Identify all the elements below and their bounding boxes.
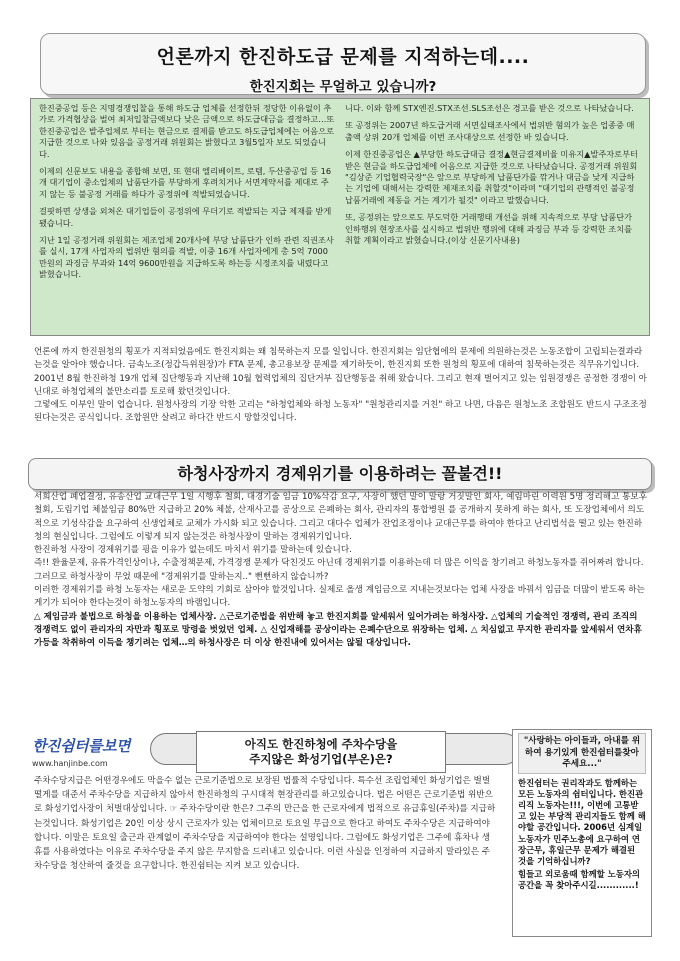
appeal-paragraph: 힘들고 외로움때 함께할 노동자의 공간을 꼭 찾아주시길............! xyxy=(518,869,641,891)
news-column-left xyxy=(39,103,335,331)
headline-title: 언론까지 한진하도급 문제를 지적하는데.... xyxy=(156,46,530,68)
body-paragraph: 주차수당지급은 어떤경우에도 막을수 없는 근로기준법으로 보장된 법률적 수당입니다. 특수선 조립업체인 화성기업은 벌벌 떨게를 대준서 주차수당을 지급하지 않아서 한진하청의 구시대적 현장관리를 하고있습니다. 법은 어떤은 근로기준법 위반으로 화성기업사장이 처벌대상입니다. ☞ 주차수당이란 한은? 그주의 만근을 한 근로자에게 법적으로 유급휴일(주차)를 지급하는것입니다. 화성기업은 20인 이상 상시 근로자가 있는 업체이므로 토요일 무급으로 한다고 하여도 주차수당은 지급하여야 합니다. 이말은 토요일 출근과 관계없이 주차수당을 지급하여야 한다는 설명입니다. 그럼에도 화성기업은 그주에 휴차나 생휴를 사용하였다는 이유로 주차수당을 주지 않은 무지함을 드러내고 있습니다. 이런 사실을 인정하여 지급하지 말라있은 주차수당을 청산하여 줄것을 요구합니다. 한진쉼터는 지켜 보고 있습니다. xyxy=(34,776,496,872)
body-paragraph-bold: △ 제임금과 불법으로 하청을 이용하는 업체사장. △근로기준법을 위반해 놓고 한진지회를 알세워서 잎어가려는 하청사장. △업체의 기술적인 경쟁력, 관리 조직의 경쟁력도 없이 관리자의 자만과 횡포로 망령을 벗었던 업체. △ 신업재해를 공상이라는 은폐수단으로 위장하는 업체. △ 치심없고 무지한 관리자를 앞세워서 연차휴가등을 착취하여 이득을 챙기려는 업체…의 하청사장은 더 이상 한진내에 있어서는 않될 대상입니다. xyxy=(34,611,642,649)
news-column-right xyxy=(345,103,641,331)
body-paragraph: 즉!! 환율문제, 유류가격인상이나, 수출정책문제, 가격경쟁 문제가 닥친것도 아닌데 경제위기를 이용하는데 더 많은 이익을 창기려고 하청노동자를 쥐어짜려 합니다. 그러므로 하청사장이 무었 때문에 "경제위기를 말하는지.." 뻔뻔하지 않습니까? xyxy=(34,558,644,582)
section-title-line: 아직도 한진하청에 주차수당을 xyxy=(244,737,398,751)
commentary-text xyxy=(34,346,648,426)
body-paragraph: 이러한 경제위기를 하청 노동자는 새로운 도약의 기회로 삼아야 할것입니다. 실제로 올생 계임금으로 지내는것보다는 업체 사장을 바꿔서 임금을 더많이 받도록 하는게기가 되어야 한다는것이 하청노동자의 바램입니다. xyxy=(34,585,645,609)
news-paragraph: 걸핏하면 상생을 외쳐온 대기업들이 공정위에 무더기로 적발되는 지급 제재를 받게 됐습니다. xyxy=(39,206,332,228)
news-paragraph: 한진중공업 등은 지명경쟁입찰을 통해 하도급 업체를 선정한뒤 정당한 이유없이 추가로 가격협상을 벌여 최저입찰금액보다 낮은 금액으로 하도급대금을 결정하고…또 한진중공업은 발주업체로 부터는 현금으로 결제를 받고도 하도급업체에는 어음으로 지급한 것으로 나와 있음을 공정거래 위원회는 밝혔다고 3월5일자 보도 되었습니다. xyxy=(39,103,335,159)
news-paragraph: 이제의 신문보도 내용을 종합해 보면, 또 현대 엘리베이트, 로템, 두산중공업 등 16개 대기업이 중소업체의 납품단가를 부당하게 후려치거나 서면계약서를 제대로 주지 않는 등 불공정 거래를 하다가 공정위에 적발되었습니다. xyxy=(39,166,332,199)
section-heading-economic-crisis: 하청사장까지 경제위기를 이용하려는 꼴불견!! xyxy=(28,458,652,490)
appeal-paragraph: 한진쉼터는 권리작과도 함께하는 모든 노동자의 쉼터입니다. 한진관리직 노동자는!!!, 이번에 고통받고 있는 부당적 관리지들도 함께 해야할 공간입니다. 2006년 심계일 노동자가 민주노총에 요구하여 연장근무, 휴일근무 문제가 해결된 것을 기억하십니까? xyxy=(518,777,646,866)
commentary-paragraph: 언론에 까지 한진원청의 횡포가 지적되었음에도 한진지회는 왜 침묵하는지 모를 일입니다. 한진지회는 임단협에의 문제에 의원하는것은 노동조합이 고립되는결과라는것을 알아야 했습니다. 금속노조(정갑득위원장)가 FTA 문제, 총고용보장 문제를 제기하듯이, 한진지회 또한 원청의 횡포에 대하여 침묵하는것은 직무유기입니다. xyxy=(34,347,643,371)
news-paragraph: 또, 공정위는 앞으로도 부도덕한 거래행태 개선을 위해 지속적으로 부당 납품단가 인하행위 현장조사를 실시하고 법위반 행위에 대해 과징금 부과 등 강력한 조치를 취할 계획이라고 밝혔습니다.(이상 신문기사내용) xyxy=(345,212,633,246)
logo-name: 한진쉼터를보면 xyxy=(32,737,130,755)
weekly-allowance-text xyxy=(34,774,498,873)
appeal-heading: "사랑하는 아이들과, 아내를 위하여 용기있게 한진쉼터를찾아주세요..." xyxy=(518,733,646,774)
news-paragraph: 니다. 이와 함께 STX엔진.STX조선.SLS조선은 경고를 받은 것으로 나타났습니다. xyxy=(345,103,634,113)
body-paragraph: 한진하청 사장이 경제위기를 핑을 이유가 없는데도 마치서 위기를 말하는데 있습니다. xyxy=(34,545,352,556)
news-paragraph: 이제 한진중공업은 ▲부당한 하도급대금 결정▲현금결제비율 미유지▲발주자로부터 받은 현금을 하도급업체에 어음으로 지급한 것으로 나타났습니다. 공정거래 위원회 "김상준 기업협력국장"은 앞으로 부당하게 납품단가를 깎거나 대금을 낮게 지급하는 기업에 대해서는 강력한 제재조치를 취할것"이라며 "대기업의 관행적인 불공정 납품거래에 제동을 거는 계기가 될것" 이라고 말했습니다. xyxy=(345,149,638,205)
news-paragraph: 지난 1일 공정거래 위원회는 제조업체 20개사에 부당 납품단가 인하 관련 직권조사를 실시, 17개 사업자의 법위반 혐의를 적발, 이중 16개 사업자에게 총 5억 7000만원의 과징금 부과와 14억 9600만원을 지급하도록 하는등 시정조치를 내렸다고 밝혔습니다. xyxy=(39,235,334,280)
headline-box xyxy=(40,33,646,95)
shelter-appeal-box xyxy=(512,729,652,937)
commentary-paragraph: 2001년 8월 한진하청 19개 업체 집단행동과 지난해 10월 협력업체의 집단거부 집단행동을 취해 왔습니다. 그리고 현재 벌어지고 있는 임원경쟁은 공정한 경쟁이 아닌대로 하청업체의 불만소리를 토로해 왔던것입니다. xyxy=(34,373,647,397)
news-article-box xyxy=(30,98,650,336)
section-heading-weekly-allowance xyxy=(196,731,446,773)
section-title-line: 주지않은 화성기업(부온)은? xyxy=(249,752,393,766)
headline-subtitle: 한진지회는 무얼하고 있습니까? xyxy=(249,79,437,95)
logo-url: www.hanjinbe.com xyxy=(32,759,108,768)
body-paragraph: 서희산업 폐업결정, 유송산업 교대근무 1일 시행후 철회, 대경기술 임금 10%삭감 요구, 사장이 했던 말이 말랑 거짓말인 회사, 예림마린 이력원 5명 정리해고 통보후 철회, 도림기업 체불임금 80%만 지급하고 20% 체불, 산재사고를 공상으로 은폐하는 회사, 관리자의 통합병원 를 공개하지 못하게 하는 회사, 또 도장업체에서 의도적으로 기성삭감을 요구하여 신생업체로 교체가 가시화 되고 있습니다. 그리고 대다수 업체가 잔업조정이나 교대근무를 하여야 한다고 난리법석을 떨고 있는 한진하청의 현실입니다. 그럼에도 이렇게 되지 않는것은 하청사장이 말하는 경제위기입니다. xyxy=(34,492,648,542)
appeal-body xyxy=(518,778,646,892)
economic-crisis-text xyxy=(34,491,648,651)
hanjin-shelter-logo xyxy=(32,735,152,773)
news-paragraph: 또 공정위는 2007년 하도급거래 서면실태조사에서 법위반 혐의가 높은 업종중 매출액 상위 20개 업체를 이번 조사대상으로 선정한 바 있습니다. xyxy=(345,120,635,142)
commentary-paragraph: 그렇에도 이부인 말이 업습니다. 원청사장의 기장 악한 고리는 "하청업체와 하청 노동자" "원청관리지를 거친" 하고 나면, 다음은 원청노조 조합원도 반드시 구조조정 된다는것은 공식입니다. 조합원만 살려고 하다간 반드시 망할것입니다. xyxy=(34,400,647,424)
